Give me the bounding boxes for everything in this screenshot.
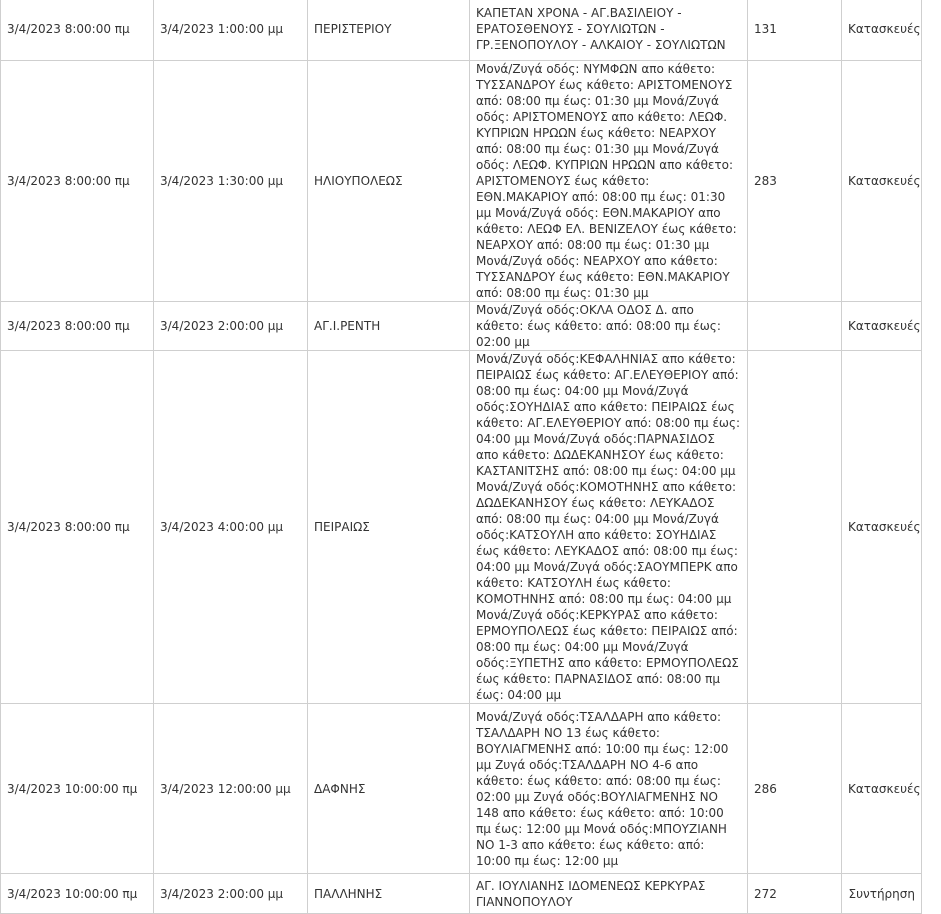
area-cell: ΠΕΙΡΑΙΩΣ — [308, 351, 470, 704]
table-row — [1, 704, 922, 874]
type-cell: Κατασκευές — [842, 61, 922, 302]
description-cell: Μονά/Ζυγά οδός:ΟΚΛΑ ΟΔΟΣ Δ. απο κάθετο: έως κάθετο: από: 08:00 πμ έως: 02:00 μμ — [470, 302, 748, 351]
area-cell: ΑΓ.Ι.ΡΕΝΤΗ — [308, 302, 470, 351]
end-time-cell: 3/4/2023 12:00:00 μμ — [154, 704, 308, 874]
start-time-cell: 3/4/2023 10:00:00 πμ — [1, 874, 154, 914]
number-cell: 283 — [748, 61, 842, 302]
number-cell: 272 — [748, 874, 842, 914]
area-cell: ΔΑΦΝΗΣ — [308, 704, 470, 874]
table-row — [1, 302, 922, 351]
number-cell: 131 — [748, 0, 842, 61]
type-cell: Συντήρηση — [842, 874, 922, 914]
end-time-cell: 3/4/2023 4:00:00 μμ — [154, 351, 308, 704]
start-time-cell: 3/4/2023 8:00:00 πμ — [1, 61, 154, 302]
type-cell: Κατασκευές — [842, 351, 922, 704]
type-cell: Κατασκευές — [842, 302, 922, 351]
number-cell: 286 — [748, 704, 842, 874]
area-cell: ΠΑΛΛΗΝΗΣ — [308, 874, 470, 914]
description-cell: Μονά/Ζυγά οδός:ΚΕΦΑΛΗΝΙΑΣ απο κάθετο: ΠΕΙΡΑΙΩΣ έως κάθετο: ΑΓ.ΕΛΕΥΘΕΡΙΟΥ από: 08:00 πμ έως: 04:00 μμ Μονά/Ζυγά οδός:ΣΟΥΗΔΙΑΣ απο κάθετο: ΠΕΙΡΑΙΩΣ έως κάθετο: ΑΓ.ΕΛΕΥΘΕΡΙΟΥ από: 08:00 πμ έως: 04:00 μμ Μονά/Ζυγά οδός:ΠΑΡΝΑΣΙΔΟΣ απο κάθετο: ΔΩΔΕΚΑΝΗΣΟΥ έως κάθετο: ΚΑΣΤΑΝΙΤΣΗΣ από: 08:00 πμ έως: 04:00 μμ Μονά/Ζυγά οδός:ΚΟΜΟΤΗΝΗΣ απο κάθετο: ΔΩΔΕΚΑΝΗΣΟΥ έως κάθετο: ΛΕΥΚΑΔΟΣ από: 08:00 πμ έως: 04:00 μμ Μονά/Ζυγά οδός:ΚΑΤΣΟΥΛΗ απο κάθετο: ΣΟΥΗΔΙΑΣ έως κάθετο: ΛΕΥΚΑΔΟΣ από: 08:00 πμ έως: 04:00 μμ Μονά/Ζυγά οδός:ΣΑΟΥΜΠΕΡΚ απο κάθετο: ΚΑΤΣΟΥΛΗ έως κάθετο: ΚΟΜΟΤΗΝΗΣ από: 08:00 πμ έως: 04:00 μμ Μονά/Ζυγά οδός:ΚΕΡΚΥΡΑΣ απο κάθετο: ΕΡΜΟΥΠΟΛΕΩΣ έως κάθετο: ΠΕΙΡΑΙΩΣ από: 08:00 πμ έως: 04:00 μμ Μονά/Ζυγά οδός:ΞΥΠΕΤΗΣ απο κάθετο: ΕΡΜΟΥΠΟΛΕΩΣ έως κάθετο: ΠΑΡΝΑΣΙΔΟΣ από: 08:00 πμ έως: 04:00 μμ — [470, 351, 748, 704]
description-cell: Μονά/Ζυγά οδός: ΝΥΜΦΩΝ απο κάθετο: ΤΥΣΣΑΝΔΡΟΥ έως κάθετο: ΑΡΙΣΤΟΜΕΝΟΥΣ από: 08:00 πμ έως: 01:30 μμ Μονά/Ζυγά οδός: ΑΡΙΣΤΟΜΕΝΟΥΣ απο κάθετο: ΛΕΩΦ. ΚΥΠΡΙΩΝ ΗΡΩΩΝ έως κάθετο: ΝΕΑΡΧΟΥ από: 08:00 πμ έως: 01:30 μμ Μονά/Ζυγά οδός: ΛΕΩΦ. ΚΥΠΡΙΩΝ ΗΡΩΩΝ απο κάθετο: ΑΡΙΣΤΟΜΕΝΟΥΣ έως κάθετο: ΕΘΝ.ΜΑΚΑΡΙΟΥ από: 08:00 πμ έως: 01:30 μμ Μονά/Ζυγά οδός: ΕΘΝ.ΜΑΚΑΡΙΟΥ απο κάθετο: ΛΕΩΦ ΕΛ. ΒΕΝΙΖΕΛΟΥ έως κάθετο: ΝΕΑΡΧΟΥ από: 08:00 πμ έως: 01:30 μμ Μονά/Ζυγά οδός: ΝΕΑΡΧΟΥ απο κάθετο: ΤΥΣΣΑΝΔΡΟΥ έως κάθετο: ΕΘΝ.ΜΑΚΑΡΙΟΥ από: 08:00 πμ έως: 01:30 μμ — [470, 61, 748, 302]
area-cell: ΗΛΙΟΥΠΟΛΕΩΣ — [308, 61, 470, 302]
description-cell: Μονά/Ζυγά οδός:ΤΣΑΛΔΑΡΗ απο κάθετο: ΤΣΑΛΔΑΡΗ ΝΟ 13 έως κάθετο: ΒΟΥΛΙΑΓΜΕΝΗΣ από: 10:00 πμ έως: 12:00 μμ Ζυγά οδός:ΤΣΑΛΔΑΡΗ ΝΟ 4-6 απο κάθετο: έως κάθετο: από: 08:00 πμ έως: 02:00 μμ Ζυγά οδός:ΒΟΥΛΙΑΓΜΕΝΗΣ ΝΟ 148 απο κάθετο: έως κάθετο: από: 10:00 πμ έως: 12:00 μμ Μονά οδός:ΜΠΟΥΖΙΑΝΗ ΝΟ 1-3 απο κάθετο: έως κάθετο: από: 10:00 πμ έως: 12:00 μμ — [470, 704, 748, 874]
start-time-cell: 3/4/2023 8:00:00 πμ — [1, 0, 154, 61]
end-time-cell: 3/4/2023 2:00:00 μμ — [154, 302, 308, 351]
start-time-cell: 3/4/2023 8:00:00 πμ — [1, 302, 154, 351]
description-cell: ΑΓ. ΙΟΥΛΙΑΝΗΣ ΙΔΟΜΕΝΕΩΣ ΚΕΡΚΥΡΑΣ ΓΙΑΝΝΟΠΟΥΛΟΥ — [470, 874, 748, 914]
table-row — [1, 351, 922, 704]
description-cell: ΚΑΠΕΤΑΝ ΧΡΟΝΑ - ΑΓ.ΒΑΣΙΛΕΙΟΥ - ΕΡΑΤΟΣΘΕΝΟΥΣ - ΣΟΥΛΙΩΤΩΝ - ΓΡ.ΞΕΝΟΠΟΥΛΟΥ - ΑΛΚΑΙΟΥ - ΣΟΥΛΙΩΤΩΝ — [470, 0, 748, 61]
type-cell: Κατασκευές — [842, 704, 922, 874]
start-time-cell: 3/4/2023 10:00:00 πμ — [1, 704, 154, 874]
end-time-cell: 3/4/2023 1:00:00 μμ — [154, 0, 308, 61]
end-time-cell: 3/4/2023 1:30:00 μμ — [154, 61, 308, 302]
table-row — [1, 874, 922, 914]
table-row — [1, 0, 922, 61]
end-time-cell: 3/4/2023 2:00:00 μμ — [154, 874, 308, 914]
type-cell: Κατασκευές — [842, 0, 922, 61]
number-cell — [748, 302, 842, 351]
table-row — [1, 61, 922, 302]
area-cell: ΠΕΡΙΣΤΕΡΙΟΥ — [308, 0, 470, 61]
start-time-cell: 3/4/2023 8:00:00 πμ — [1, 351, 154, 704]
number-cell — [748, 351, 842, 704]
